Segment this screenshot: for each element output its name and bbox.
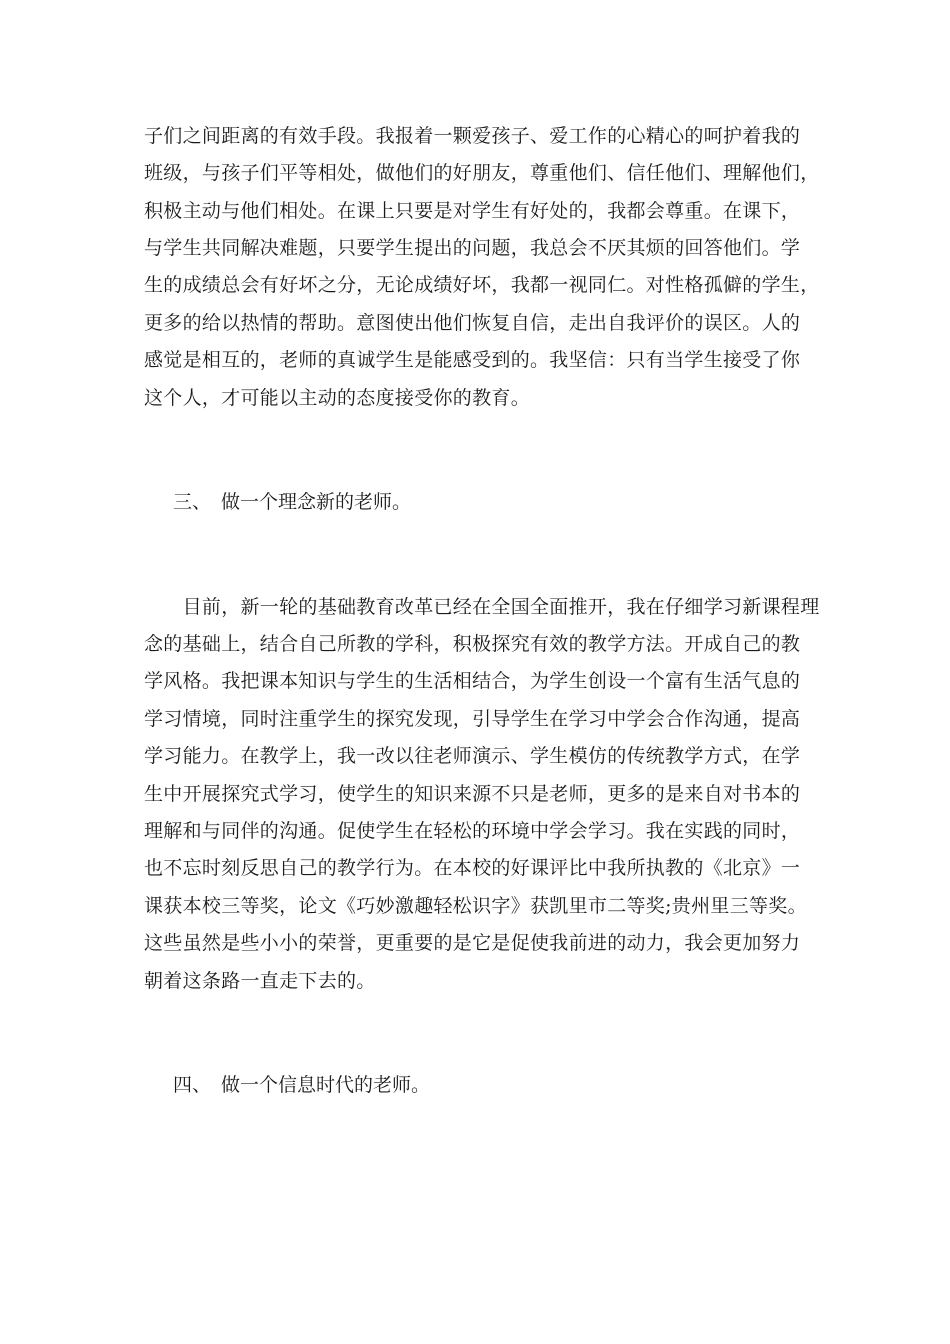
heading-number: 四、 [173, 1074, 212, 1096]
paragraph-line: 念的基础上，结合自己所教的学科，积极探究有效的教学方法。开成自己的教 [144, 633, 801, 655]
paragraph-line: 目前，新一轮的基础教育改革已经在全国全面推开，我在仔细学习新课程理 [144, 596, 820, 618]
paragraph-line: 生中开展探究式学习，使学生的知识来源不只是老师，更多的是来自对书本的 [144, 783, 801, 805]
paragraph-line: 学风格。我把课本知识与学生的生活相结合，为学生创设一个富有生活气息的 [144, 670, 801, 692]
paragraph-line: 班级，与孩子们平等相处，做他们的好朋友，尊重他们、信任他们、理解他们， [144, 162, 820, 184]
heading-text: 做一个信息时代的老师。 [221, 1074, 431, 1096]
paragraph-line: 积极主动与他们相处。在课上只要是对学生有好处的，我都会尊重。在课下， [144, 200, 801, 222]
paragraph-line: 课获本校三等奖，论文《巧妙激趣轻松识字》获凯里市二等奖;贵州里三等奖。 [144, 895, 807, 917]
section-heading-3 [173, 490, 411, 514]
paragraph-line: 子们之间距离的有效手段。我报着一颗爱孩子、爱工作的心精心的呵护着我的 [144, 125, 801, 147]
paragraph-line: 与学生共同解决难题，只要学生提出的问题，我总会不厌其烦的回答他们。学 [144, 237, 801, 259]
heading-text: 做一个理念新的老师。 [221, 491, 412, 513]
paragraph-line: 这些虽然是些小小的荣誉，更重要的是它是促使我前进的动力，我会更加努力 [144, 932, 801, 954]
paragraph-line: 理解和与同伴的沟通。促使学生在轻松的环境中学会学习。我在实践的同时， [144, 820, 801, 842]
heading-number: 三、 [173, 491, 212, 513]
paragraph-line: 更多的给以热情的帮助。意图使出他们恢复自信，走出自我评价的误区。人的 [144, 312, 801, 334]
paragraph-line: 学习情境，同时注重学生的探究发现，引导学生在学习中学会合作沟通，提高 [144, 708, 801, 730]
paragraph-line: 生的成绩总会有好坏之分，无论成绩好坏，我都一视同仁。对性格孤僻的学生， [144, 274, 820, 296]
paragraph-line: 这个人，才可能以主动的态度接受你的教育。 [144, 387, 531, 409]
paragraph-line: 也不忘时刻反思自己的教学行为。在本校的好课评比中我所执教的《北京》一 [144, 857, 801, 879]
paragraph-line: 学习能力。在教学上，我一改以往老师演示、学生模仿的传统教学方式，在学 [144, 745, 801, 767]
paragraph-line: 朝着这条路一直走下去的。 [144, 970, 376, 992]
paragraph-line: 感觉是相互的，老师的真诚学生是能感受到的。我坚信：只有当学生接受了你 [144, 349, 801, 371]
section-heading-4 [173, 1073, 430, 1097]
